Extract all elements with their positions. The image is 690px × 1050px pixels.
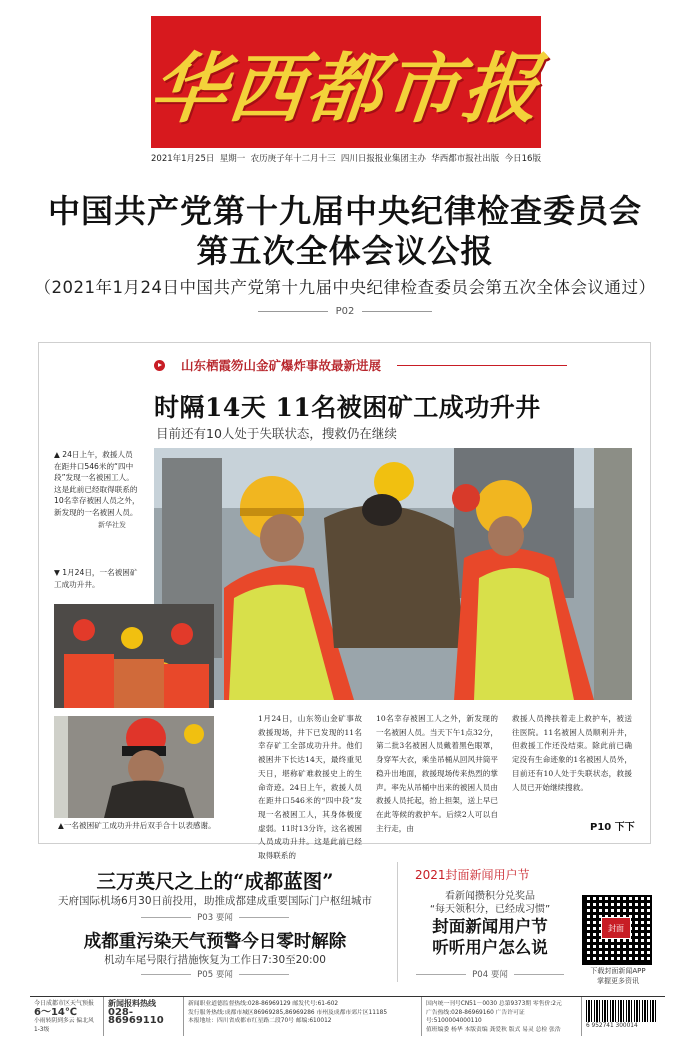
weather-temp: 6～14℃ xyxy=(34,1006,77,1018)
photo-caption-2: ▼ 1月24日，一名被困矿工成功升井。 xyxy=(54,568,138,589)
play-icon xyxy=(154,360,165,371)
barcode-icon xyxy=(586,1000,658,1022)
dateline xyxy=(151,151,541,165)
airport-page-ref[interactable]: P03 要闻 xyxy=(52,911,378,923)
user-festival-headline[interactable]: 封面新闻用户节 听听用户怎么说 xyxy=(432,917,548,957)
photo-caption-1: ▲ 24日上午，救援人员在距井口546米的“四中段”发现一名被困工人。这是此前已经取得联系的10名幸存被困人员之外，新发现的一名被困人员。 xyxy=(54,450,140,517)
user-festival-page-ref[interactable]: P04 要闻 xyxy=(405,968,575,980)
weather-box: 今日成都市区天气预报 6～14℃ 小雨转阴到多云 偏北风1-3级 xyxy=(30,997,104,1036)
weekday: 星期一 xyxy=(219,154,246,164)
kicker-text: 山东栖霞笏山金矿爆炸事故最新进展 xyxy=(181,358,382,373)
hotline-number[interactable]: 028-86969110 xyxy=(108,1006,164,1026)
story-column-2: 10名幸存被困工人之外，新发现的一名被困人员。当天下午1点32分，第二批3名被困人员戴着黑色眼罩，身穿军大衣，乘坐吊桶从回风井筒平稳升出地面，救援现场传来热烈的掌声。率先从吊桶中出来的被困人员由救援人员托起，抬上担架，送上早已在此等候的救护车。后续2人可以自主行走，由 xyxy=(376,714,498,833)
lead-subtitle: （2021年1月24日中国共产党第十九届中央纪律检查委员会第五次全体会议通过） xyxy=(34,278,656,297)
story-kicker xyxy=(154,356,567,374)
lead-headline-line2[interactable]: 第五次全体会议公报 xyxy=(196,232,494,270)
photo-caption-3: ▲一名被困矿工成功升井后双手合十以表感谢。 xyxy=(58,821,216,830)
newspaper-logo: 华西都市报 xyxy=(145,43,546,133)
airport-subhead: 天府国际机场6月30日前投用，助推成都建成重要国际门户枢纽城市 xyxy=(57,895,373,907)
column-divider xyxy=(397,862,398,982)
lunar-date: 农历庚子年十二月十三 xyxy=(250,154,336,164)
masthead xyxy=(145,16,546,148)
story-column-1: 1月24日，山东笏山金矿事故救援现场，井下已发现的11名幸存矿工全部成功升井。他们被困井下长达14天，最终重见天日，堪称矿难救援史上的生命奇迹。24日上午，救援人员在距井口546米的“四中段”发现一名被困工人，其身体极度虚弱。11时13分许，这名被困人员成功升井。这是此前已经取得联系的 xyxy=(258,714,362,861)
story-column-3: 救援人员搀扶着走上救护车，被送往医院。11名被困人员顺利升井，但救援工作还没结束。除此前已确定没有生命迹象的1名被困人员外，目前还有10人处于失联状态，救援人员已开始继续搜救。 xyxy=(512,714,632,792)
user-festival-subhead: 看新闻攒积分兑奖品 “每天领积分，已经成习惯” xyxy=(429,891,551,915)
rescue-photo-2[interactable] xyxy=(54,604,214,708)
user-festival-tag: 2021封面新闻用户节 xyxy=(415,868,530,882)
qr-caption: 下载封面新闻APP 掌握更多资讯 xyxy=(590,967,646,985)
footer-bar xyxy=(30,996,665,1036)
lead-headline-line1[interactable]: 中国共产党第十九届中央纪律检查委员会 xyxy=(47,192,642,230)
kicker-rule xyxy=(397,365,567,366)
pollution-subhead: 机动车尾号限行措施恢复为工作日7:30至20:00 xyxy=(104,954,326,966)
lead-page-ref[interactable]: P02 xyxy=(0,306,690,317)
main-rescue-photo[interactable] xyxy=(154,448,632,700)
sponsor: 四川日报报业集团主办 xyxy=(340,154,426,164)
rescue-photo-3[interactable] xyxy=(54,716,214,818)
story-subhead: 目前还有10人处于失联状态，搜救仍在继续 xyxy=(156,426,397,441)
registration-info: 国内统一刊号CN51－0030 总第9373期 零售价:2元 广告热线:028-86969160 广告许可证号:5100004000110 值班编委 杨华 本版责编 龚爱秋 版式 易灵 总检 张浩 xyxy=(422,997,582,1036)
contact-info: 新闻职业道德监督热线:028-86969129 邮发代号:61-602 发行服务热线:成都市城区86969285,86969286 市州及成都市郊片区11185 本报地址：四川省成都市红星路二段70号 邮编:610012 xyxy=(184,997,422,1036)
issue-date: 2021年1月25日 xyxy=(151,154,215,164)
publisher: 华西都市报社出版 xyxy=(431,154,500,164)
pollution-page-ref[interactable]: P05 要闻 xyxy=(52,968,378,980)
barcode-number: 6 952741 300014 xyxy=(586,1023,638,1029)
pollution-headline[interactable]: 成都重污染天气预警今日零时解除 xyxy=(83,932,347,952)
continued-page-ref[interactable]: P10 下下 xyxy=(590,822,635,833)
app-logo-icon: 封面 xyxy=(601,917,631,939)
airport-headline[interactable]: 三万英尺之上的“成都蓝图” xyxy=(96,870,334,893)
barcode-box xyxy=(582,997,665,1036)
page-count: 今日16版 xyxy=(504,154,541,164)
story-headline[interactable]: 时隔14天 11名被困矿工成功升井 xyxy=(154,393,541,422)
photo-credit: 新华社发 xyxy=(98,521,126,529)
hotline-box: 新闻报料热线 028-86969110 xyxy=(104,997,184,1036)
